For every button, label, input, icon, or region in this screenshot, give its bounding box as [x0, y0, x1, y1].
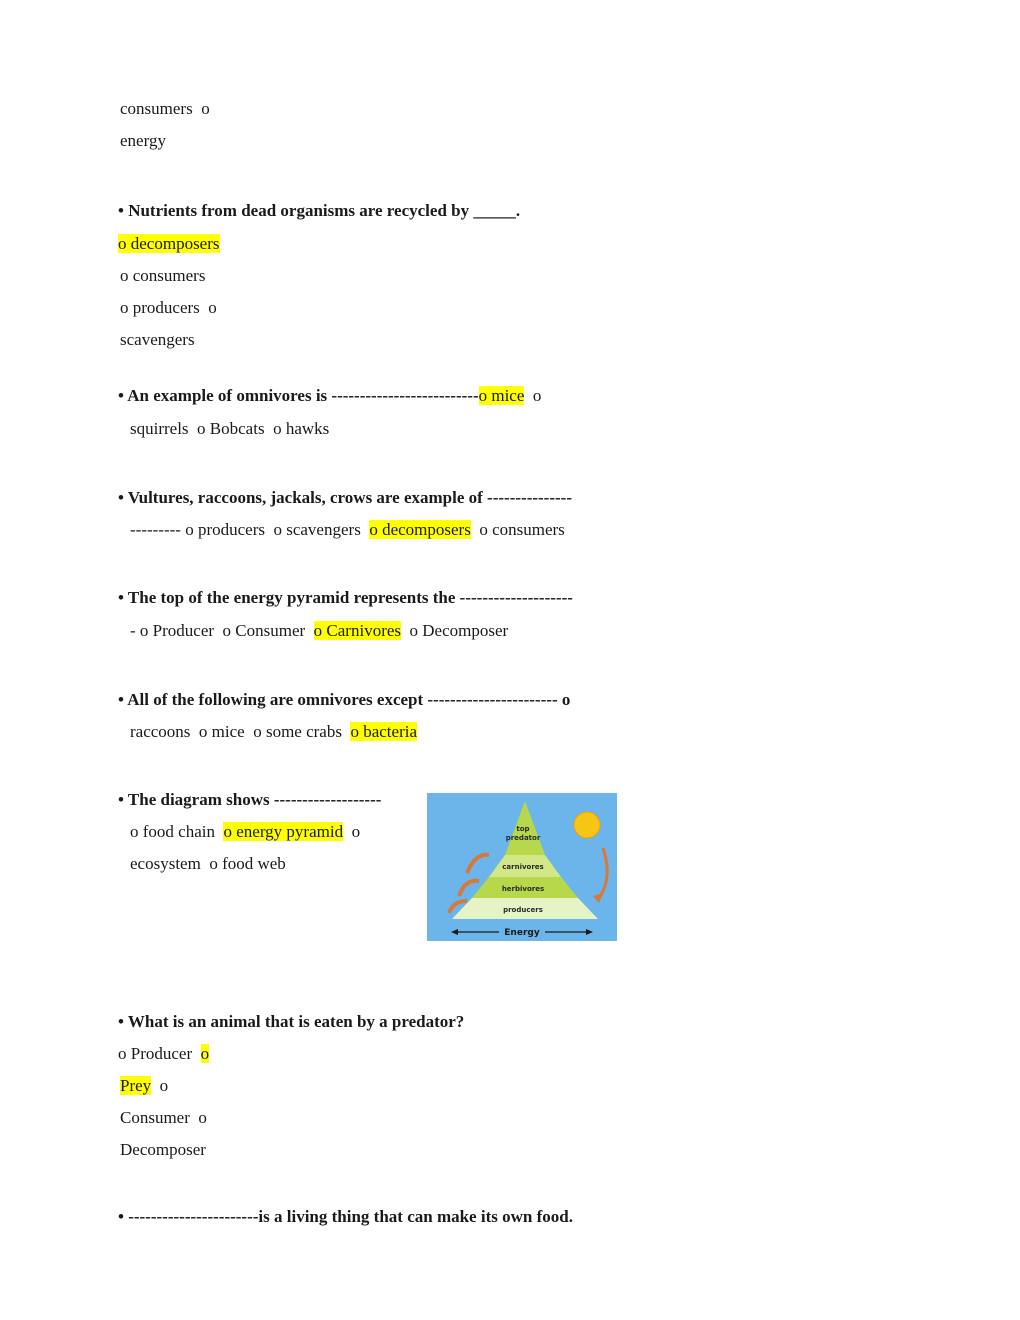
options-line [130, 620, 508, 642]
options-text: o consumers [479, 520, 565, 539]
option-producers: o producers o [120, 298, 217, 317]
question-producer: • -----------------------is a living thing that can make its own food. [118, 1207, 573, 1226]
option-consumers: o consumers [120, 266, 206, 285]
question-prey: • What is an animal that is eaten by a predator? [118, 1012, 465, 1031]
option-marker: o [159, 1076, 169, 1095]
option-producer [118, 1043, 209, 1065]
answer-highlight: o bacteria [350, 722, 417, 741]
option-marker: o [532, 386, 542, 405]
option-consumers: consumers o [120, 99, 210, 118]
pyramid-label-top: top [516, 825, 530, 833]
options-line: ecosystem o food web [130, 854, 286, 873]
option-marker: o [351, 822, 361, 841]
answer-highlight: o [200, 1044, 210, 1063]
pyramid-label-top: predator [505, 834, 541, 842]
options-text: o food chain [130, 822, 215, 841]
option-scavengers: scavengers [120, 330, 195, 349]
energy-label: Energy [504, 928, 540, 938]
answer-highlight: o Carnivores [313, 621, 402, 640]
options-text: raccoons o mice o some crabs [130, 722, 342, 741]
options-line: squirrels o Bobcats o hawks [130, 419, 330, 438]
question-nutrients: • Nutrients from dead organisms are recycled by _____. [118, 201, 521, 220]
sun-icon [574, 812, 600, 838]
options-text: o Decomposer [409, 621, 509, 640]
option-prey [120, 1075, 168, 1097]
question-omnivores-except: • All of the following are omnivores except ----------------------- o [118, 690, 571, 709]
pyramid-label-herbivores: herbivores [501, 885, 545, 893]
question-top-pyramid: • The top of the energy pyramid represents the -------------------- [118, 588, 573, 607]
answer-highlight: o energy pyramid [223, 822, 344, 841]
option-consumer: Consumer o [120, 1108, 207, 1127]
answer-highlight: o decomposers [118, 234, 220, 253]
answer-highlight: Prey [120, 1076, 152, 1095]
energy-pyramid-diagram [427, 793, 617, 941]
question-diagram: • The diagram shows ------------------- [118, 790, 382, 809]
question-vultures: • Vultures, raccoons, jackals, crows are example of --------------- [118, 488, 572, 507]
pyramid-label-producers: producers [503, 906, 543, 914]
options-line [130, 721, 417, 743]
options-line [130, 519, 565, 541]
question-text: • An example of omnivores is -------------------------- [118, 386, 479, 405]
answer-highlight: o mice [478, 386, 525, 405]
options-line [130, 821, 360, 843]
answer-highlight: o decomposers [369, 520, 471, 539]
pyramid-label-carnivores: carnivores [502, 863, 544, 871]
option-energy: energy [120, 131, 166, 150]
option-decomposers [118, 233, 220, 255]
options-text: --------- o producers o scavengers [130, 520, 361, 539]
options-text: - o Producer o Consumer [130, 621, 306, 640]
options-text: o Producer [118, 1044, 193, 1063]
option-decomposer: Decomposer [120, 1140, 206, 1159]
question-omnivores-example [118, 385, 541, 407]
